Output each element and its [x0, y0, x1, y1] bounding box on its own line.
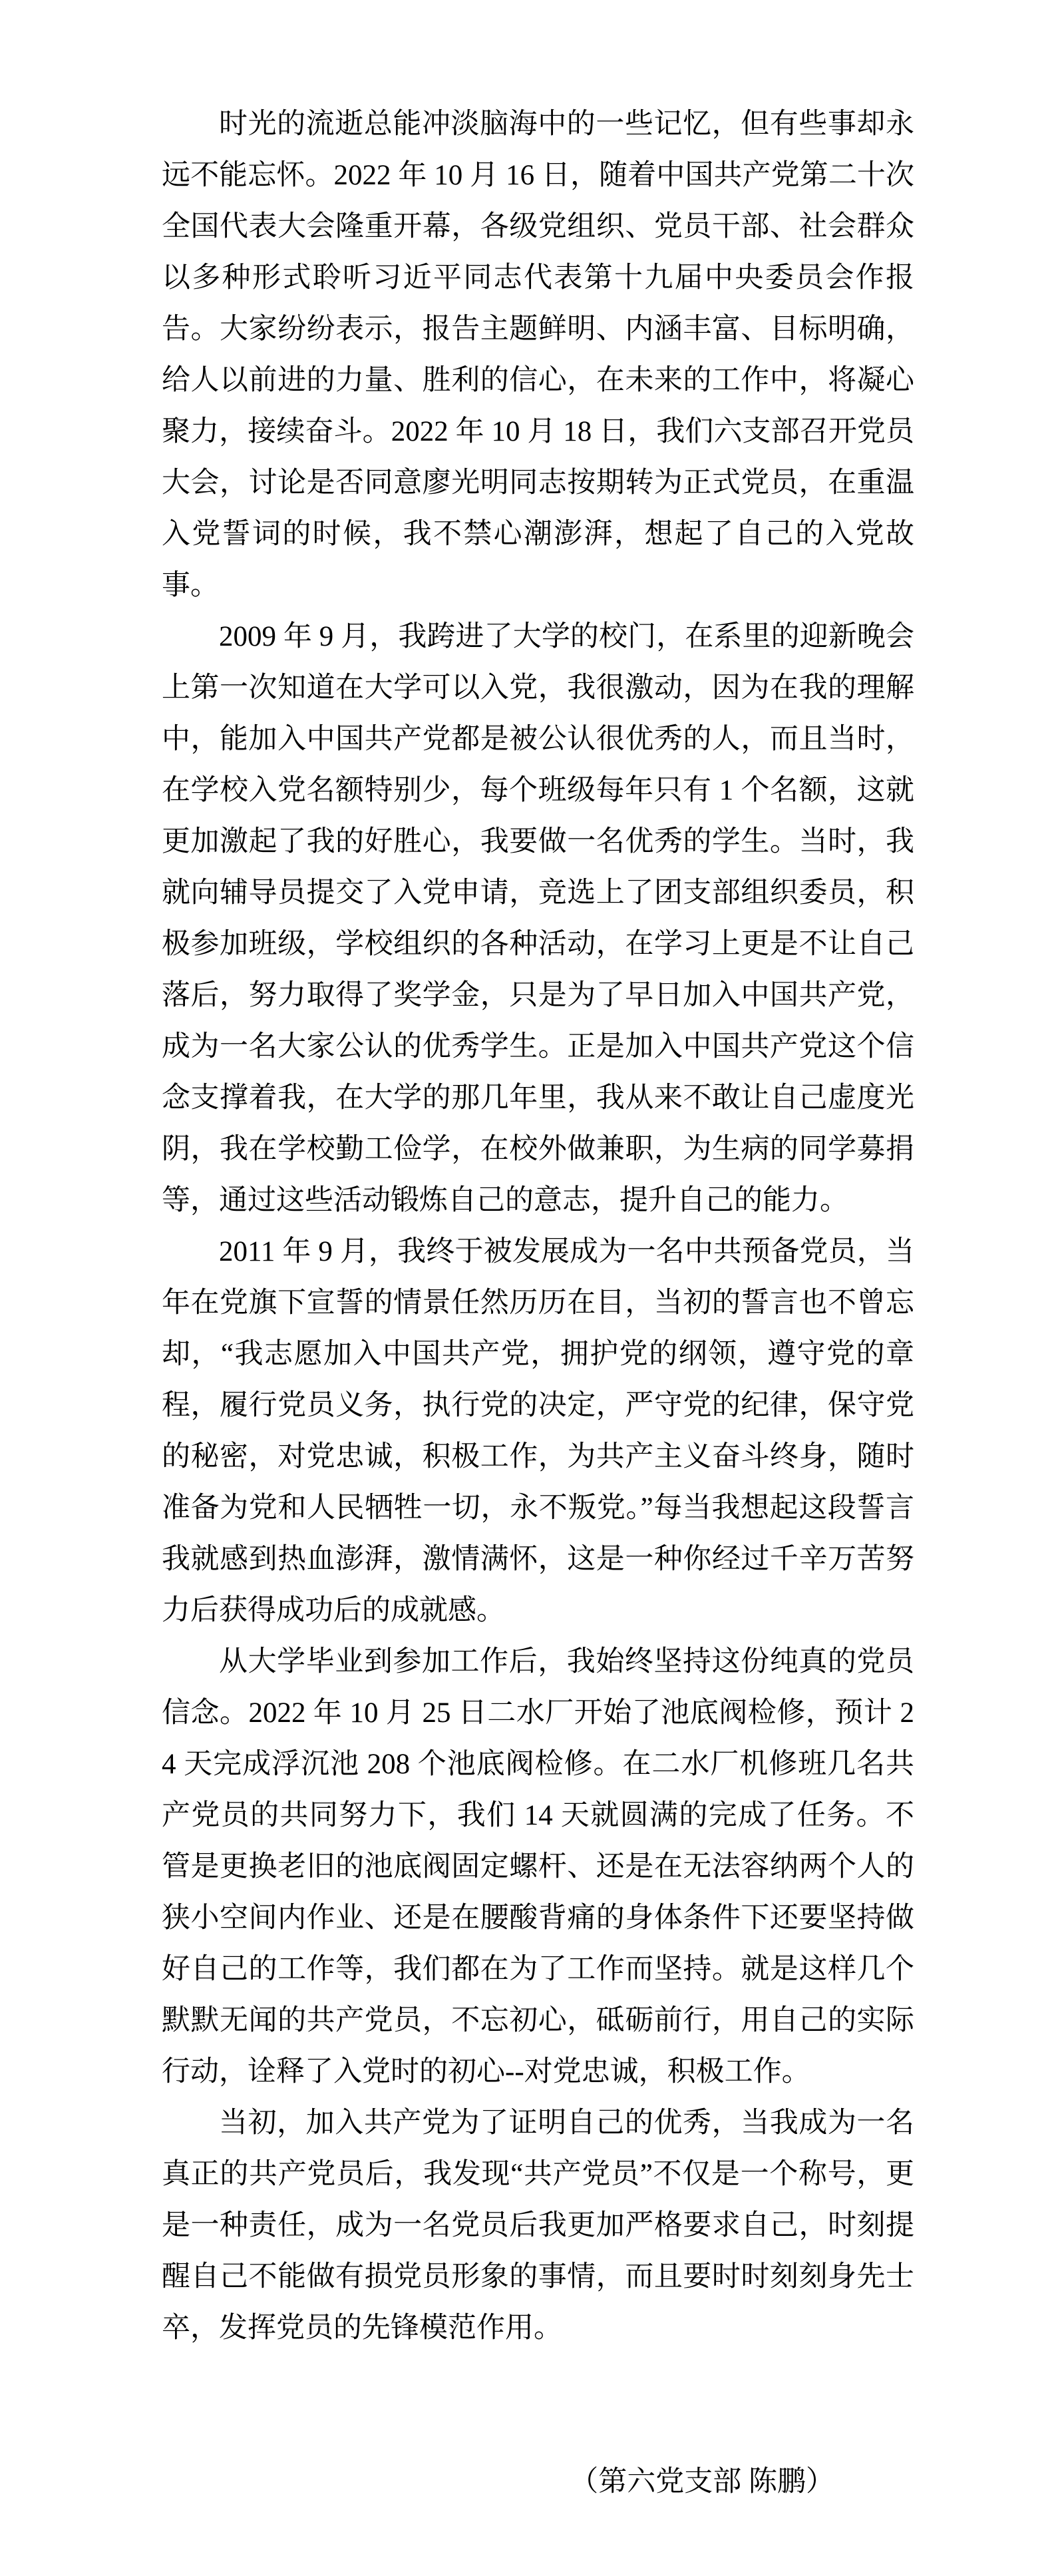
paragraph: 时光的流逝总能冲淡脑海中的一些记忆，但有些事却永远不能忘怀。2022 年 10 月 16 日，随着中国共产党第二十次全国代表大会隆重开幕，各级党组织、党员干部、社会群众以多种形式聆听习近平同志代表第十九届中央委员会作报告。大家纷纷表示，报告主题鲜明、内涵丰富、目标明确，给人以前进的力量、胜利的信心，在未来的工作中，将凝心聚力，接续奋斗。2022 年 10 月 18 日，我们六支部召开党员大会，讨论是否同意廖光明同志按期转为正式党员，在重温入党誓词的时候，我不禁心潮澎湃，想起了自己的入党故事。 [162, 108, 914, 601]
signature-line: （第六党支部 陈鹏） [570, 2466, 834, 2497]
paragraph: 2011 年 9 月，我终于被发展成为一名中共预备党员，当年在党旗下宣誓的情景任然历历在目，当初的誓言也不曾忘却，“我志愿加入中国共产党，拥护党的纲领，遵守党的章程，履行党员义务，执行党的决定，严守党的纪律，保守党的秘密，对党忠诚，积极工作，为共产主义奋斗终身，随时准备为党和人民牺牲一切，永不叛党。”每当我想起这段誓言我就感到热血澎湃，激情满怀，这是一种你经过千辛万苦努力后获得成功后的成就感。 [162, 1236, 914, 1626]
document-body [162, 99, 914, 2507]
paragraph: 当初，加入共产党为了证明自己的优秀，当我成为一名真正的共产党员后，我发现“共产党员”不仅是一个称号，更是一种责任，成为一名党员后我更加严格要求自己，时刻提醒自己不能做有损党员形象的事情，而且要时时刻刻身先士卒，发挥党员的先锋模范作用。 [162, 2107, 914, 2344]
paragraph-list [162, 99, 914, 2354]
paragraph: 2009 年 9 月，我跨进了大学的校门，在系里的迎新晚会上第一次知道在大学可以入党，我很激动，因为在我的理解中，能加入中国共产党都是被公认很优秀的人，而且当时，在学校入党名额特别少，每个班级每年只有 1 个名额，这就更加激起了我的好胜心，我要做一名优秀的学生。当时，我就向辅导员提交了入党申请，竞选上了团支部组织委员，积极参加班级，学校组织的各种活动，在学习上更是不让自己落后，努力取得了奖学金，只是为了早日加入中国共产党，成为一名大家公认的优秀学生。正是加入中国共产党这个信念支撑着我，在大学的那几年里，我从来不敢让自己虚度光阴，我在学校勤工俭学，在校外做兼职，为生病的同学募捐等，通过这些活动锻炼自己的意志，提升自己的能力。 [162, 621, 914, 1216]
paragraph: 从大学毕业到参加工作后，我始终坚持这份纯真的党员信念。2022 年 10 月 25 日二水厂开始了池底阀检修，预计 24 天完成浮沉池 208 个池底阀检修。在二水厂机修班几名共产党员的共同努力下，我们 14 天就圆满的完成了任务。不管是更换老旧的池底阀固定螺杆、还是在无法容纳两个人的狭小空间内作业、还是在腰酸背痛的身体条件下还要坚持做好自己的工作等，我们都在为了工作而坚持。就是这样几个默默无闻的共产党员，不忘初心，砥砺前行，用自己的实际行动，诠释了入党时的初心--对党忠诚，积极工作。 [162, 1646, 914, 2087]
